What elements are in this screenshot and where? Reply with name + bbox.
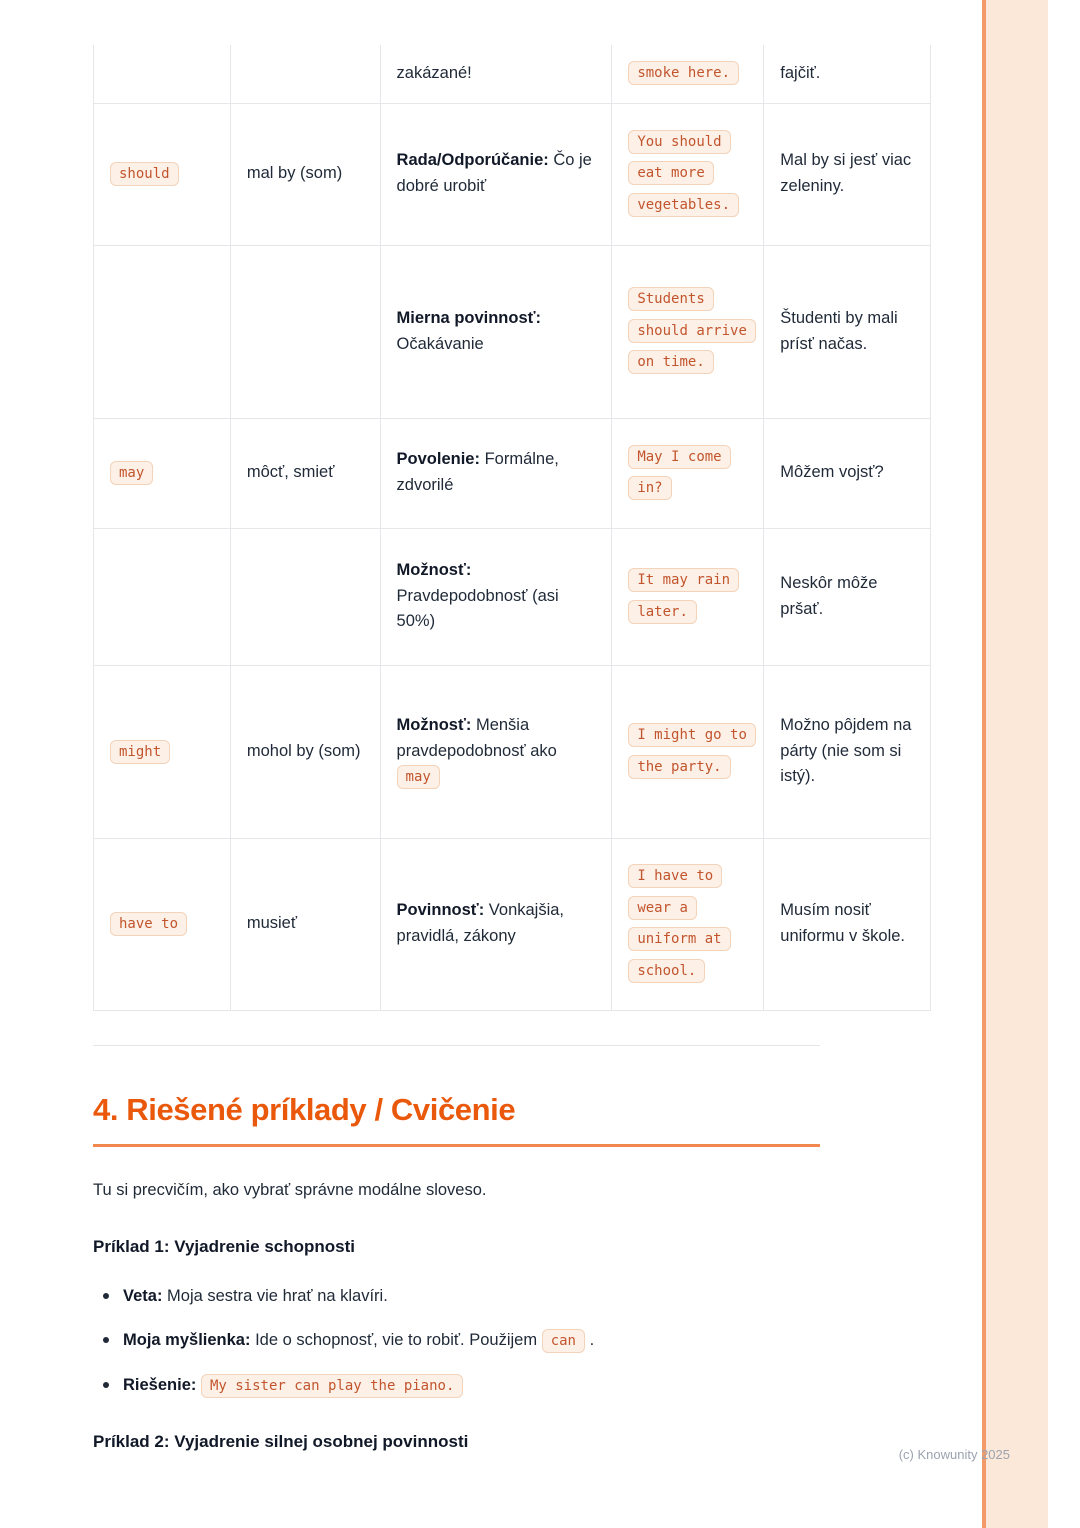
usage-text: zakázané!	[396, 63, 472, 82]
usage-label: Možnosť:	[396, 716, 472, 735]
cell-example	[612, 665, 764, 838]
page-edge-strip	[982, 0, 1048, 1528]
example-code: Students should arrive on time.	[628, 287, 756, 374]
cell-meaning	[230, 418, 380, 528]
table-row-may-2	[94, 528, 931, 665]
usage-text: Vonkajšia, pravidlá, zákony	[396, 901, 565, 945]
cell-usage	[380, 103, 612, 245]
bullet-label: Veta:	[123, 1286, 163, 1305]
modal-badge: might	[110, 740, 170, 764]
solution-code: My sister can play the piano.	[201, 1374, 463, 1398]
list-item	[103, 1327, 931, 1353]
cell-modal	[94, 45, 231, 103]
example-code: You should eat more vegetables.	[628, 130, 739, 217]
modal-badge: have to	[110, 912, 187, 936]
usage-label: Povolenie:	[396, 450, 480, 469]
meaning-text: musieť	[246, 914, 298, 933]
list-item-content	[123, 1372, 463, 1398]
modal-badge: should	[110, 162, 179, 186]
cell-translation	[764, 665, 931, 838]
example-code: smoke here.	[628, 61, 739, 85]
bullet-label: Moja myšlienka:	[123, 1331, 251, 1350]
example-code: It may rain later.	[628, 568, 739, 624]
table-row-should	[94, 103, 931, 245]
cell-translation	[764, 838, 931, 1010]
inline-code-can: can	[542, 1329, 585, 1353]
cell-modal	[94, 528, 231, 665]
bullet-label: Riešenie:	[123, 1375, 197, 1394]
usage-label: Povinnosť:	[396, 901, 485, 920]
cell-modal	[94, 418, 231, 528]
cell-usage	[380, 665, 612, 838]
cell-modal	[94, 838, 231, 1010]
cell-usage	[380, 838, 612, 1010]
cell-usage	[380, 245, 612, 418]
bullet-text: Ide o schopnosť, vie to robiť. Použijem	[255, 1331, 538, 1350]
list-item	[103, 1372, 931, 1398]
bullet-dot	[103, 1337, 109, 1343]
example-1-title: Príklad 1: Vyjadrenie schopnosti	[93, 1236, 356, 1256]
usage-inline-code: may	[397, 765, 440, 789]
cell-usage	[380, 418, 612, 528]
example-1-list	[93, 1283, 931, 1398]
usage-label: Možnosť:	[396, 561, 472, 580]
document-content	[93, 0, 931, 1452]
cell-example	[612, 528, 764, 665]
cell-usage	[380, 528, 612, 665]
cell-meaning	[230, 103, 380, 245]
cell-example	[612, 103, 764, 245]
meaning-text: mal by (som)	[246, 164, 343, 183]
copyright-footer: (c) Knowunity 2025	[898, 1447, 1010, 1462]
cell-modal	[94, 245, 231, 418]
usage-label: Mierna povinnosť:	[396, 308, 542, 327]
example-code: I have to wear a uniform at school.	[628, 864, 730, 983]
translation-text: Študenti by mali prísť načas.	[780, 308, 898, 353]
section-intro: Tu si precvičím, ako vybrať správne modálne sloveso.	[93, 1180, 487, 1199]
cell-meaning	[230, 528, 380, 665]
cell-translation	[764, 45, 931, 103]
table-row-have-to	[94, 838, 931, 1010]
section-divider	[93, 1045, 820, 1046]
cell-example	[612, 418, 764, 528]
example-code: May I come in?	[628, 445, 730, 501]
modal-verbs-table	[93, 45, 931, 1011]
modal-badge: may	[110, 461, 153, 485]
table-row-may	[94, 418, 931, 528]
cell-translation	[764, 245, 931, 418]
cell-translation	[764, 418, 931, 528]
translation-text: Neskôr môže pršať.	[780, 573, 878, 618]
meaning-text: mohol by (som)	[246, 741, 361, 760]
cell-meaning	[230, 245, 380, 418]
usage-text: Menšia pravdepodobnosť ako	[396, 716, 557, 760]
bullet-text-after: .	[589, 1331, 595, 1350]
cell-meaning	[230, 45, 380, 103]
usage-label: Rada/Odporúčanie:	[396, 151, 549, 170]
cell-meaning	[230, 665, 380, 838]
cell-usage	[380, 45, 612, 103]
cell-example	[612, 45, 764, 103]
translation-text: fajčiť.	[780, 63, 821, 82]
usage-text: Očakávanie	[396, 334, 484, 353]
usage-text: Formálne, zdvorilé	[396, 450, 559, 494]
bullet-dot	[103, 1293, 109, 1299]
cell-modal	[94, 103, 231, 245]
bullet-dot	[103, 1382, 109, 1388]
table-row-should-2	[94, 245, 931, 418]
cell-translation	[764, 103, 931, 245]
table-row-might	[94, 665, 931, 838]
translation-text: Môžem vojsť?	[780, 463, 884, 482]
cell-modal	[94, 665, 231, 838]
usage-text: Pravdepodobnosť (asi 50%)	[396, 586, 559, 631]
cell-example	[612, 838, 764, 1010]
cell-example	[612, 245, 764, 418]
translation-text: Musím nosiť uniformu v škole.	[780, 901, 905, 945]
translation-text: Mal by si jesť viac zeleniny.	[780, 151, 912, 195]
list-item	[103, 1283, 931, 1309]
section-title: 4. Riešené príklady / Cvičenie	[93, 1092, 820, 1147]
cell-meaning	[230, 838, 380, 1010]
list-item-content	[123, 1283, 388, 1309]
bullet-text: Moja sestra vie hrať na klavíri.	[167, 1286, 388, 1305]
example-2-title: Príklad 2: Vyjadrenie silnej osobnej povinnosti	[93, 1432, 469, 1452]
meaning-text: môcť, smieť	[246, 463, 335, 482]
example-code: I might go to the party.	[628, 723, 756, 779]
table-row-cut	[94, 45, 931, 103]
cell-translation	[764, 528, 931, 665]
translation-text: Možno pôjdem na párty (nie som si istý).	[780, 716, 912, 786]
usage-text: Čo je dobré urobiť	[396, 151, 592, 195]
list-item-content	[123, 1327, 594, 1353]
